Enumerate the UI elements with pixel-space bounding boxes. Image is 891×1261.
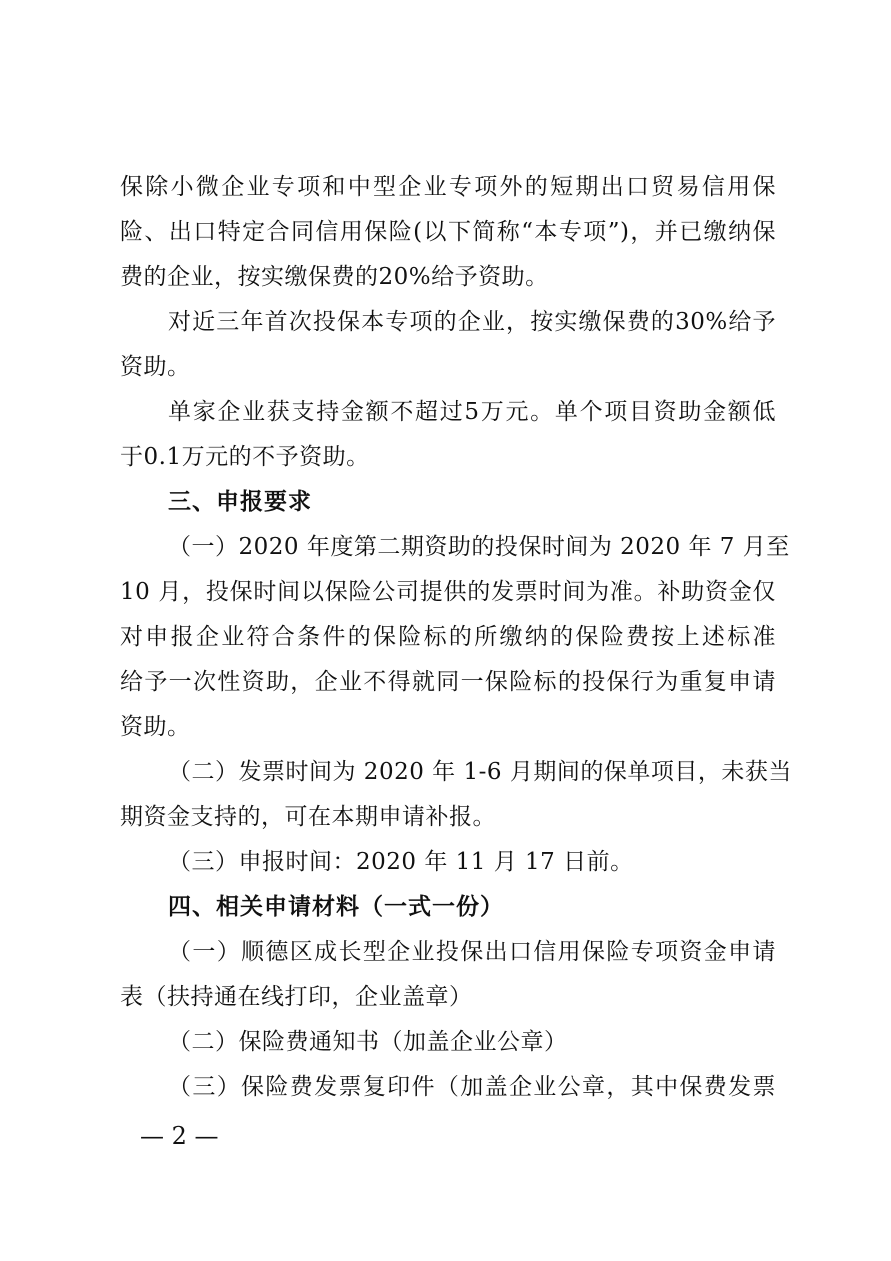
paragraph-line: 费的企业，按实缴保费的20%给予资助。 — [120, 264, 549, 290]
paragraph-line: （一）顺德区成长型企业投保出口信用保险专项资金申请 — [168, 939, 776, 965]
page-number: — 2 — — [140, 1122, 219, 1150]
paragraph-line: 对近三年首次投保本专项的企业，按实缴保费的30%给予 — [168, 309, 776, 335]
paragraph-line: 保除小微企业专项和中型企业专项外的短期出口贸易信用保 — [120, 174, 776, 200]
paragraph-line: 资助。 — [120, 354, 191, 380]
paragraph-line: 险、出口特定合同信用保险(以下简称“本专项”)，并已缴纳保 — [120, 219, 776, 245]
paragraph-line: 对申报企业符合条件的保险标的所缴纳的保险费按上述标准 — [120, 624, 776, 650]
paragraph-line: （一）2020 年度第二期资助的投保时间为 2020 年 7 月至 — [168, 534, 790, 560]
paragraph-line: 于0.1万元的不予资助。 — [120, 444, 370, 470]
paragraph-line: 给予一次性资助，企业不得就同一保险标的投保行为重复申请 — [120, 669, 776, 695]
paragraph-line: 资助。 — [120, 714, 191, 740]
section-heading: 三、申报要求 — [168, 489, 312, 515]
section-heading: 四、相关申请材料（一式一份） — [168, 894, 504, 920]
paragraph-line: 10 月，投保时间以保险公司提供的发票时间为准。补助资金仅 — [120, 579, 776, 605]
paragraph-line: 表（扶持通在线打印，企业盖章） — [120, 984, 473, 1010]
paragraph-line: 单家企业获支持金额不超过5万元。单个项目资助金额低 — [168, 399, 776, 425]
paragraph-line: （二）发票时间为 2020 年 1-6 月期间的保单项目，未获当 — [168, 759, 792, 785]
paragraph-line: （三）保险费发票复印件（加盖企业公章，其中保费发票 — [168, 1074, 776, 1100]
paragraph-line: （三）申报时间：2020 年 11 月 17 日前。 — [168, 849, 634, 875]
paragraph-line: （二）保险费通知书（加盖企业公章） — [168, 1029, 568, 1055]
paragraph-line: 期资金支持的，可在本期申请补报。 — [120, 804, 496, 830]
